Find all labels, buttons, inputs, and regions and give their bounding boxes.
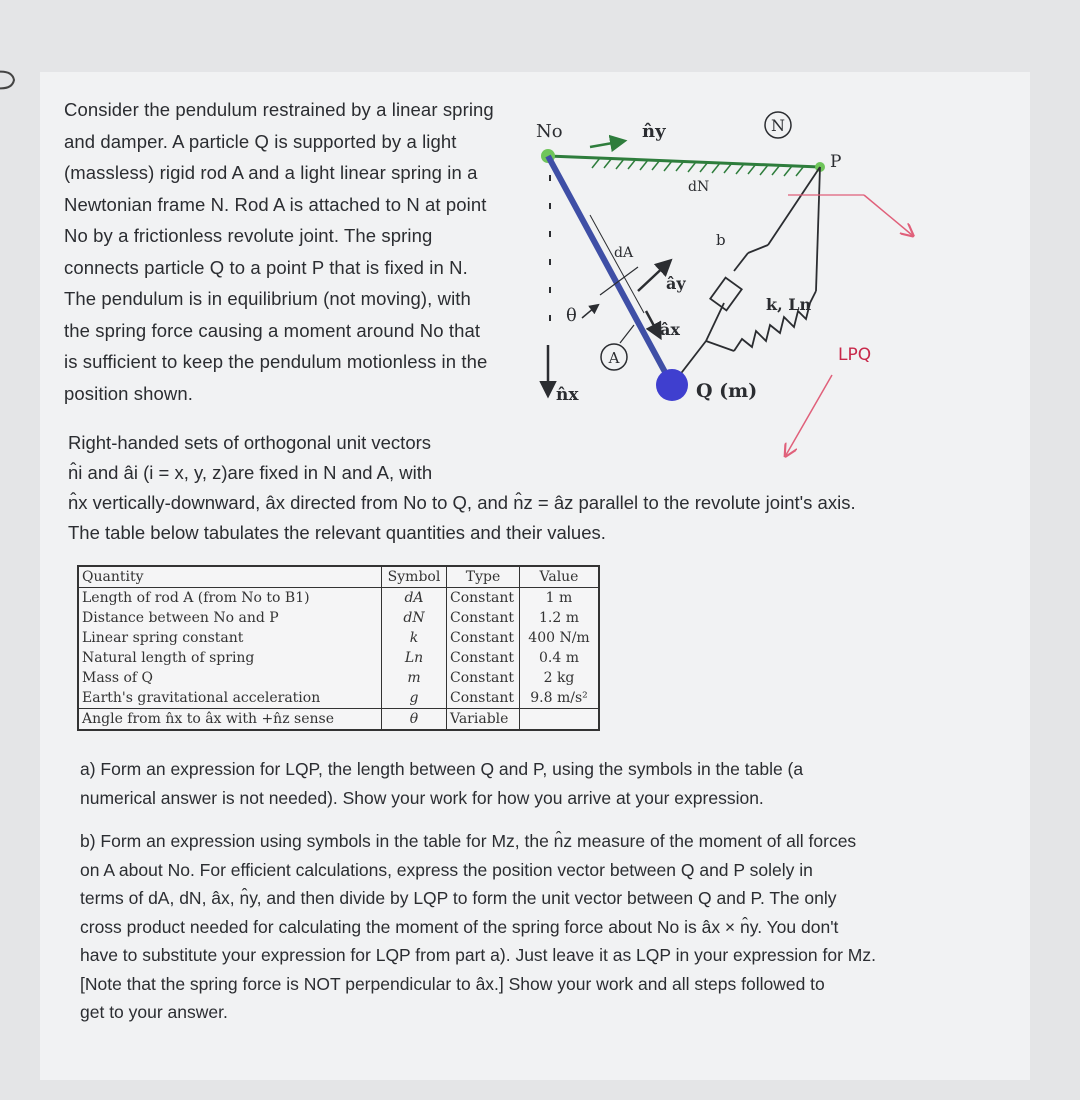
part-b-line: have to substitute your expression for LQP from part a). Just leave it as LQP in your expression for Mz.: [80, 945, 876, 965]
cell-quantity: Distance between No and P: [78, 608, 382, 628]
cell-symbol: m: [382, 668, 447, 688]
particle-Q: [656, 369, 688, 401]
part-a-question: [80, 755, 960, 812]
cell-value: 9.8 m/s²: [520, 688, 600, 709]
cell-quantity: Natural length of spring: [78, 648, 382, 668]
dA-label: dA: [614, 245, 634, 261]
intro-line: (massless) rigid rod A and a light linear spring in a: [64, 162, 478, 183]
spring-damper: [672, 167, 820, 385]
header-value: Value: [520, 566, 600, 588]
cell-quantity: Linear spring constant: [78, 628, 382, 648]
cell-value: 2 kg: [520, 668, 600, 688]
cell-symbol: k: [382, 628, 447, 648]
header-quantity: Quantity: [78, 566, 382, 588]
vectors-line: Right-handed sets of orthogonal unit vectors: [68, 432, 432, 453]
point-No-label: No: [536, 121, 563, 142]
ay-label: ây: [666, 274, 686, 293]
vectors-line: n̂i and âi (i = x, y, z)are fixed in N and A, with: [68, 462, 433, 483]
back-arrow-icon[interactable]: [0, 66, 20, 94]
theta-arc: [582, 305, 598, 318]
body-A-label: A: [608, 349, 620, 367]
nx-label: n̂x: [556, 385, 579, 405]
cell-type: Constant: [447, 628, 520, 648]
intro-line: the spring force causing a moment around No that: [64, 319, 481, 341]
cell-symbol: dA: [382, 588, 447, 609]
cell-value: 0.4 m: [520, 648, 600, 668]
dA-side-line: [590, 215, 644, 313]
intro-line: and damper. A particle Q is supported by a light: [64, 130, 457, 152]
ax-arrow: [646, 311, 660, 337]
cell-quantity: Mass of Q: [78, 668, 382, 688]
part-b-line: get to your answer.: [80, 1002, 228, 1022]
cell-quantity: Length of rod A (from No to B1): [78, 588, 382, 609]
part-a-line: numerical answer is not needed). Show your work for how you arrive at your expression.: [80, 787, 764, 808]
header-type: Type: [447, 566, 520, 588]
cell-value: 1 m: [520, 588, 600, 609]
spring-label: k, Ln: [766, 295, 812, 314]
theta-label: θ: [566, 305, 577, 326]
table-row: [78, 608, 599, 628]
cell-symbol: g: [382, 688, 447, 709]
intro-line: Consider the pendulum restrained by a linear spring: [64, 99, 494, 120]
table-row: [78, 588, 599, 609]
part-b-line: cross product needed for calculating the moment of the spring force about No is âx × n̂y. You don't: [80, 916, 839, 937]
part-b-line: [Note that the spring force is NOT perpendicular to âx.] Show your work and all steps followed to: [80, 973, 825, 994]
point-P-label: P: [830, 152, 842, 172]
lpq-arrow-up: [864, 195, 912, 235]
dN-label: dN: [688, 179, 710, 195]
part-b-question: [80, 827, 960, 1027]
cell-value: [520, 709, 600, 731]
cell-value: 400 N/m: [520, 628, 600, 648]
table-row: [78, 628, 599, 648]
ax-label: âx: [660, 320, 680, 339]
table-row: [78, 709, 599, 731]
intro-line: The pendulum is in equilibrium (not moving), with: [64, 288, 471, 309]
intro-line: position shown.: [64, 382, 194, 404]
cell-type: Variable: [447, 709, 520, 731]
ny-label: n̂y: [642, 121, 666, 142]
cell-value: 1.2 m: [520, 608, 600, 628]
quantities-table: [77, 565, 600, 731]
vectors-line: The table below tabulates the relevant quantities and their values.: [68, 522, 606, 543]
intro-line: is sufficient to keep the pendulum motionless in the: [64, 351, 488, 372]
cell-symbol: dN: [382, 608, 447, 628]
particle-Q-label: Q (m): [696, 380, 758, 402]
intro-line: Newtonian frame N. Rod A is attached to N at point: [64, 193, 487, 215]
part-a-line: a) Form an expression for LQP, the length between Q and P, using the symbols in the table (a: [80, 759, 804, 779]
intro-line: connects particle Q to a point P that is fixed in N.: [64, 256, 468, 278]
ny-arrow: [590, 141, 624, 147]
header-symbol: Symbol: [382, 566, 447, 588]
damper-label: b: [716, 231, 726, 249]
cell-type: Constant: [447, 688, 520, 709]
cell-symbol: θ: [382, 709, 447, 731]
cell-type: Constant: [447, 648, 520, 668]
problem-intro: [64, 94, 539, 409]
part-b-line: b) Form an expression using symbols in the table for Mz, the n̂z measure of the moment of all forces: [80, 831, 857, 851]
lpq-label: LPQ: [838, 345, 872, 365]
part-b-line: terms of dA, dN, âx, n̂y, and then divide by LQP to form the unit vector between Q and P. The only: [80, 888, 837, 908]
intro-line: No by a frictionless revolute joint. The spring: [64, 225, 433, 246]
table-row: [78, 688, 599, 709]
cell-quantity: Angle from n̂x to âx with +n̂z sense: [78, 709, 382, 731]
cell-type: Constant: [447, 588, 520, 609]
cell-quantity: Earth's gravitational acceleration: [78, 688, 382, 709]
unit-vector-description: [68, 428, 998, 548]
table-row: [78, 648, 599, 668]
cell-type: Constant: [447, 608, 520, 628]
table-header-row: [78, 566, 599, 588]
frame-N-label: N: [771, 116, 785, 135]
pendulum-diagram: [520, 95, 950, 465]
cell-symbol: Ln: [382, 648, 447, 668]
cell-type: Constant: [447, 668, 520, 688]
body-A-pointer: [620, 325, 634, 343]
vectors-line: n̂x vertically-downward, âx directed from No to Q, and n̂z = âz parallel to the revolute joint's axis.: [68, 492, 856, 513]
part-b-line: on A about No. For efficient calculations, express the position vector between Q and P solely in: [80, 859, 813, 880]
table-row: [78, 668, 599, 688]
